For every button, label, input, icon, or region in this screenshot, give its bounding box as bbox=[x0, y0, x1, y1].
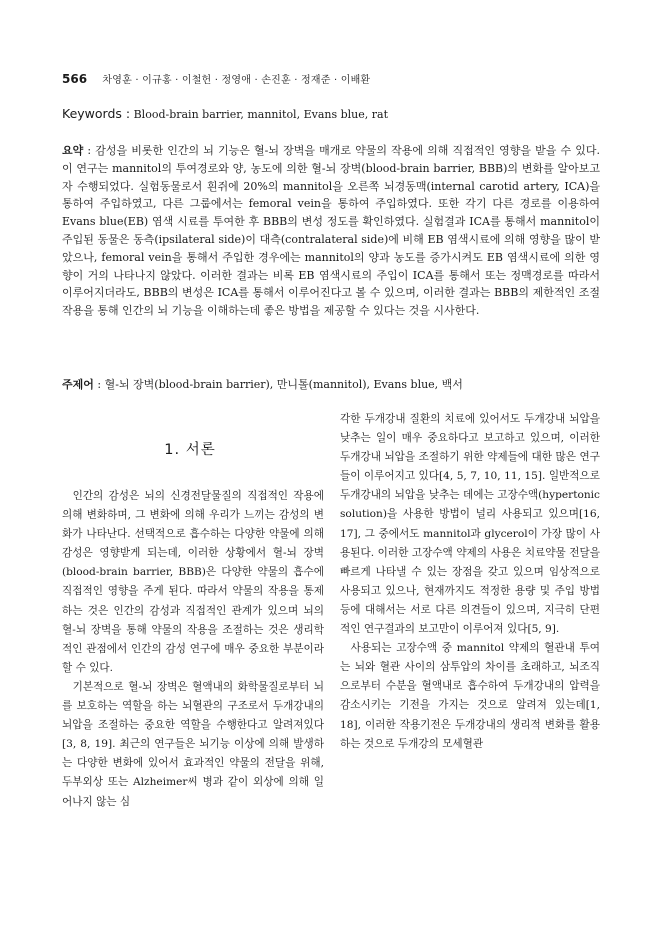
paragraph: 기본적으로 혈-뇌 장벽은 혈액내의 화학물질로부터 뇌를 보호하는 역할을 하는 뇌혈관의 구조로서 두개강내의 뇌압을 조절하는 중요한 역할을 수행한다고 알려져있다[3, 8, 19]. 최근의 연구들은 뇌기능 이상에 의해 발생하는 다양한 변화에 있어서 효과적인 약물의 전달을 위해, 두부외상 또는 Alzheimer씨 병과 같이 외상에 의해 일어나지 않는 심 bbox=[62, 680, 324, 808]
running-header bbox=[62, 71, 622, 87]
abstract-text: : 감성을 비롯한 인간의 뇌 기능은 혈-뇌 장벽을 매개로 약물의 작용에 의해 직접적인 영향을 받을 수 있다. 이 연구는 mannitol의 투여경로와 양, 농도에 의한 혈-뇌 장벽(blood-brain barrier, BBB)의 변화를 알아보고자 수행되었다. 실험동물로서 흰쥐에 20%의 mannitol을 오른쪽 뇌경동맥(internal carotid artery, ICA)을 통하여 주입하였고, 다른 그룹에서는 femoral vein을 통하여 주입하였다. 또한 각기 다른 경로를 이용하여 Evans blue(EB) 염색 시료를 투여한 후 BBB의 변성 정도를 확인하였다. 실험결과 ICA를 통해서 mannitol이 주입된 동물은 동측(ipsilateral side)이 대측(contralateral side)에 비해 EB 염색시료에 의해 영향을 많이 받았으나, femoral vein을 통해서 주입한 경우에는 mannitol의 양과 농도를 증가시켜도 EB 염색시료에 의한 영향이 거의 나타나지 않았다. 이러한 결과는 비록 EB 염색시료의 주입이 ICA를 통해서 또는 정맥경로를 따라서 이루어지더라도, BBB의 변성은 ICA를 통해서 이루어진다고 볼 수 있으며, 이러한 결과는 BBB의 제한적인 조절작용을 통해 인간의 뇌 기능을 이해하는데 좋은 방법을 제공할 수 있다는 것을 시사한다. bbox=[62, 144, 600, 318]
page-number: 566 bbox=[62, 72, 88, 86]
paragraph: 사용되는 고장수액 중 mannitol 약제의 혈관내 투여는 뇌와 혈관 사이의 삼투압의 차이를 초래하고, 뇌조직으로부터 수분을 혈액내로 흡수하여 두개강내의 압력을 감소시키는 기전을 가지는 것으로 알려져 있는데[1, 18], 이러한 작용기전은 두개강내의 생리적 변화를 활용하는 것으로 두개강의 모세혈관 bbox=[340, 642, 600, 750]
body-column-right bbox=[340, 410, 600, 754]
paragraph: 각한 두개강내 질환의 치료에 있어서도 두개강내 뇌압을 낮추는 일이 매우 중요하다고 보고하고 있으며, 이러한 두개강내 뇌압을 조절하기 위한 약제들에 대한 많은 연구들이 이루어지고 있다[4, 5, 7, 10, 11, 15]. 일반적으로 두개강내의 뇌압을 낮추는 데에는 고장수액(hypertonic solution)을 사용한 방법이 널리 사용되고 있으며[16, 17], 그 중에서도 mannitol과 glycerol이 가장 많이 사용된다. 이러한 고장수액 약제의 사용은 치료약물 전달을 빠르게 나타낼 수 있는 장점을 갖고 있으며 임상적으로 사용되고 있으나, 현재까지도 적정한 용량 및 주입 방법 등에 대해서는 서로 다른 의견들이 있으며, 지극히 단편적인 연구결과의 보고만이 이루어져 있다[5, 9]. bbox=[340, 413, 600, 636]
korean-abstract bbox=[62, 142, 600, 320]
korean-keywords bbox=[62, 377, 602, 393]
keywords-text: Blood-brain barrier, mannitol, Evans blue, rat bbox=[133, 108, 388, 121]
author-list: 차영훈 · 이규홍 · 이철헌 · 정영애 · 손진훈 · 정재준 · 이배환 bbox=[102, 75, 371, 86]
abstract-label: 요약 bbox=[62, 144, 84, 157]
keywords-label: Keywords : bbox=[62, 106, 131, 121]
korean-keywords-label: 주제어 bbox=[62, 378, 94, 391]
body-column-left bbox=[62, 487, 324, 812]
section-heading: 1. 서론 bbox=[164, 442, 216, 458]
english-keywords bbox=[62, 106, 622, 123]
korean-keywords-text: : 혈-뇌 장벽(blood-brain barrier), 만니톨(mannitol), Evans blue, 백서 bbox=[93, 378, 463, 391]
paragraph: 인간의 감성은 뇌의 신경전달물질의 직접적인 작용에 의해 변화하며, 그 변화에 의해 우리가 느끼는 감성의 변화가 나타난다. 선택적으로 흡수하는 다양한 약물에 의해 감성은 영향받게 되는데, 이러한 상황에서 혈-뇌 장벽(blood-brain barrier, BBB)은 다양한 약물의 흡수에 직접적인 영향을 주게 된다. 따라서 약물의 작용을 통제하는 것은 인간의 감성과 직접적인 관계가 있으며 뇌의 혈-뇌 장벽을 통해 약물의 작용을 조절하는 것은 생리학적인 관점에서 인간의 감성 연구에 매우 중요한 부분이라 할 수 있다. bbox=[62, 490, 324, 674]
